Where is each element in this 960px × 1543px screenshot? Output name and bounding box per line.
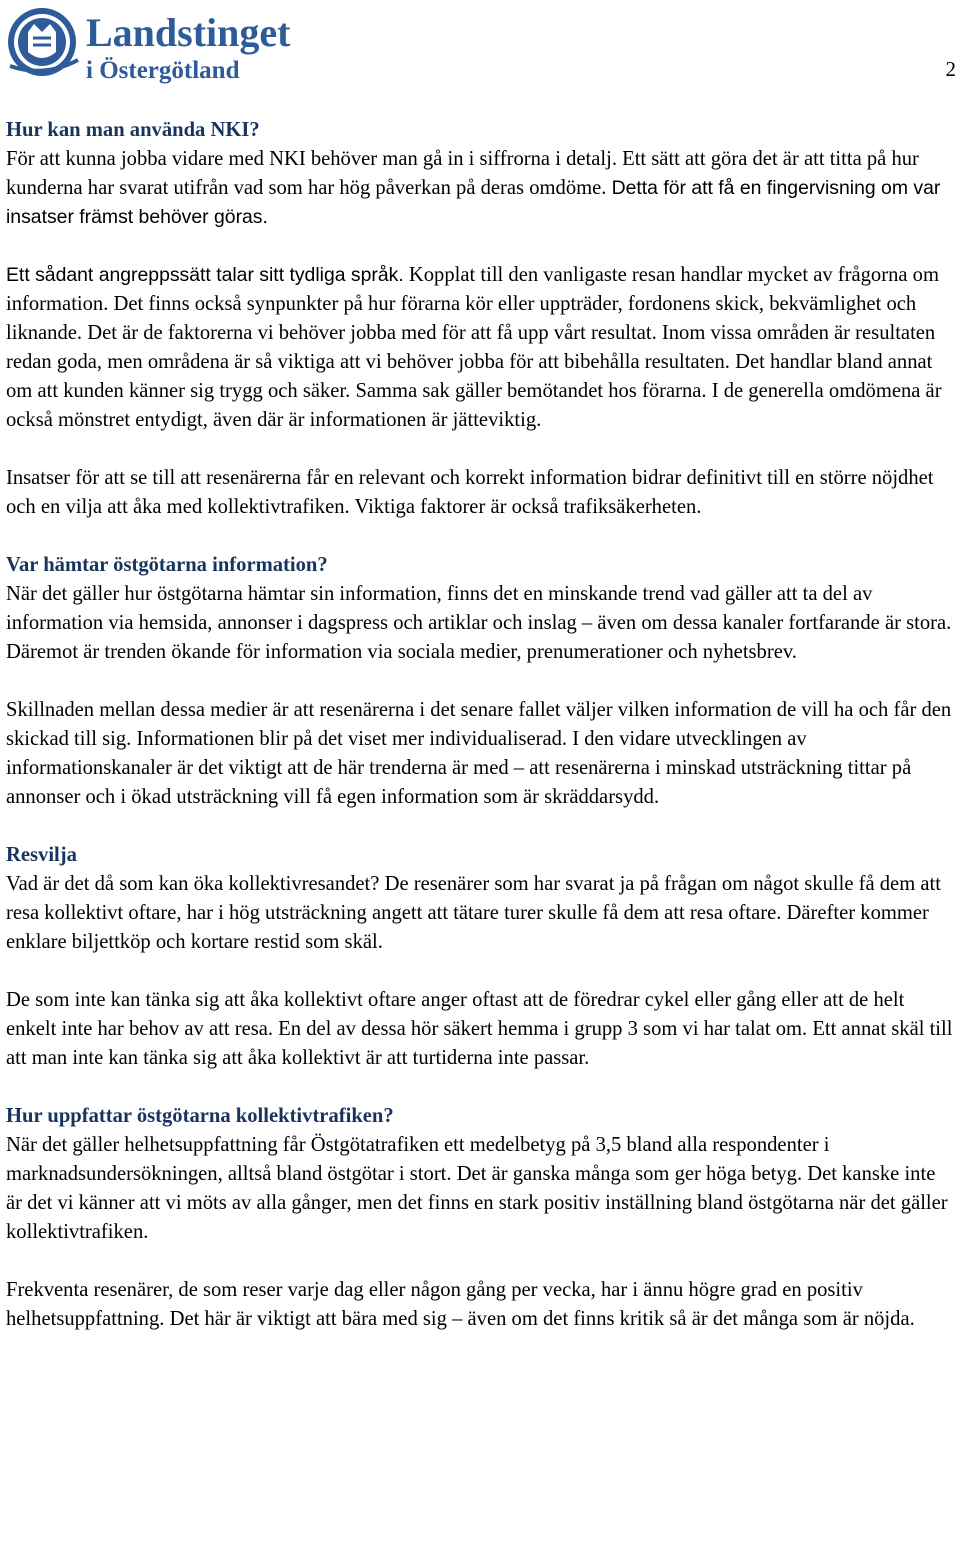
- paragraph-text: Detta för att få en fingervisning om var insatser främst behöver göras.: [6, 177, 941, 228]
- section-heading-kollektivtrafiken: Hur uppfattar östgötarna kollektivtrafiken?: [6, 1105, 394, 1127]
- paragraph-text: Kopplat till den vanligaste resan handlar mycket av frågorna om information. Det finns också synpunkter på hur förarna kör eller uppträder, fordonens skick, bekvämlighet och liknande. Det är de faktorerna vi behöver jobba med för att få upp vårt resultat. Inom vissa områden är resultaten redan goda, men områdena är så viktiga att vi behöver jobba för att bibehålla resultaten. Det handlar bland annat om att kunden känner sig trygg och säker. Samma sak gäller bemötandet hos förarna. I de generella omdömena är också mönstret entydigt, även där är informationen är jätteviktig.: [6, 264, 942, 431]
- paragraph: [6, 145, 956, 232]
- paragraph: När det gäller helhetsuppfattning får Östgötatrafiken ett medelbetyg på 3,5 bland alla respondenter i marknadsundersökningen, alltså bland östgötar i stort. Det är ganska många som ger höga betyg. Det kanske inte är det vi känner att vi möts av alla gånger, men det finns en stark positiv inställning bland östgötarna när det gäller kollektivtrafiken.: [6, 1134, 948, 1243]
- paragraph: När det gäller hur östgötarna hämtar sin information, finns det en minskande trend vad gäller att ta del av information via hemsida, annonser i dagspress och artiklar och inslag – även om dessa kanaler fortfarande är stora. Däremot är trenden ökande för information via sociala medier, prenumerationer och nyhetsbrev.: [6, 583, 952, 663]
- paragraph: [6, 261, 956, 435]
- paragraph-text: För att kunna jobba vidare med NKI behöver man gå in i siffrorna i detalj. Ett sätt att göra det är att titta på hur kunderna har svarat utifrån vad som har hög påverkan på deras omdöme.: [6, 148, 919, 199]
- logo-emblem-icon: [4, 2, 324, 86]
- page-number: 2: [945, 57, 956, 81]
- section-heading-resvilja: Resvilja: [6, 844, 77, 866]
- paragraph: Frekventa resenärer, de som reser varje dag eller någon gång per vecka, har i ännu högre grad en positiv helhetsuppfattning. Det här är viktigt att bära med sig – även om det finns kritik så är det många som är nöjda.: [6, 1279, 915, 1330]
- landstinget-logo: [4, 2, 324, 86]
- logo-line2: i Östergötland: [86, 57, 240, 84]
- section-heading-information: Var hämtar östgötarna information?: [6, 554, 328, 576]
- paragraph: De som inte kan tänka sig att åka kollektivt oftare anger oftast att de föredrar cykel eller gång eller att de helt enkelt inte har behov av att resa. En del av dessa hör säkert hemma i grupp 3 som vi har talat om. Ett annat skäl till att man inte kan tänka sig att åka kollektivt är att turtiderna inte passar.: [6, 989, 953, 1069]
- paragraph: Skillnaden mellan dessa medier är att resenärerna i det senare fallet väljer vilken information de vill ha och får den skickad till sig. Informationen blir på det viset mer individualiserad. I den vidare utvecklingen av informationskanaler är det viktigt att de här trenderna är med – att resenärerna i minskad utsträckning tittar på annonser och i ökad utsträckning vill få egen information som är skräddarsydd.: [6, 699, 952, 808]
- section-heading-nki: Hur kan man använda NKI?: [6, 119, 260, 141]
- paragraph: Vad är det då som kan öka kollektivresandet? De resenärer som har svarat ja på frågan om något skulle få dem att resa kollektivt oftare, har i hög utsträckning angett att tätare turer skulle få dem att resa oftare. Därefter kommer enklare biljettköp och kortare restid som skäl.: [6, 873, 941, 953]
- paragraph: Insatser för att se till att resenärerna får en relevant och korrekt information bidrar definitivt till en större nöjdhet och en vilja att åka med kollektivtrafiken. Viktiga faktorer är också trafiksäkerheten.: [6, 467, 934, 518]
- paragraph-text: Ett sådant angreppssätt talar sitt tydliga språk.: [6, 264, 404, 286]
- logo-line1: Landstinget: [86, 10, 291, 55]
- document-body: [6, 116, 956, 1334]
